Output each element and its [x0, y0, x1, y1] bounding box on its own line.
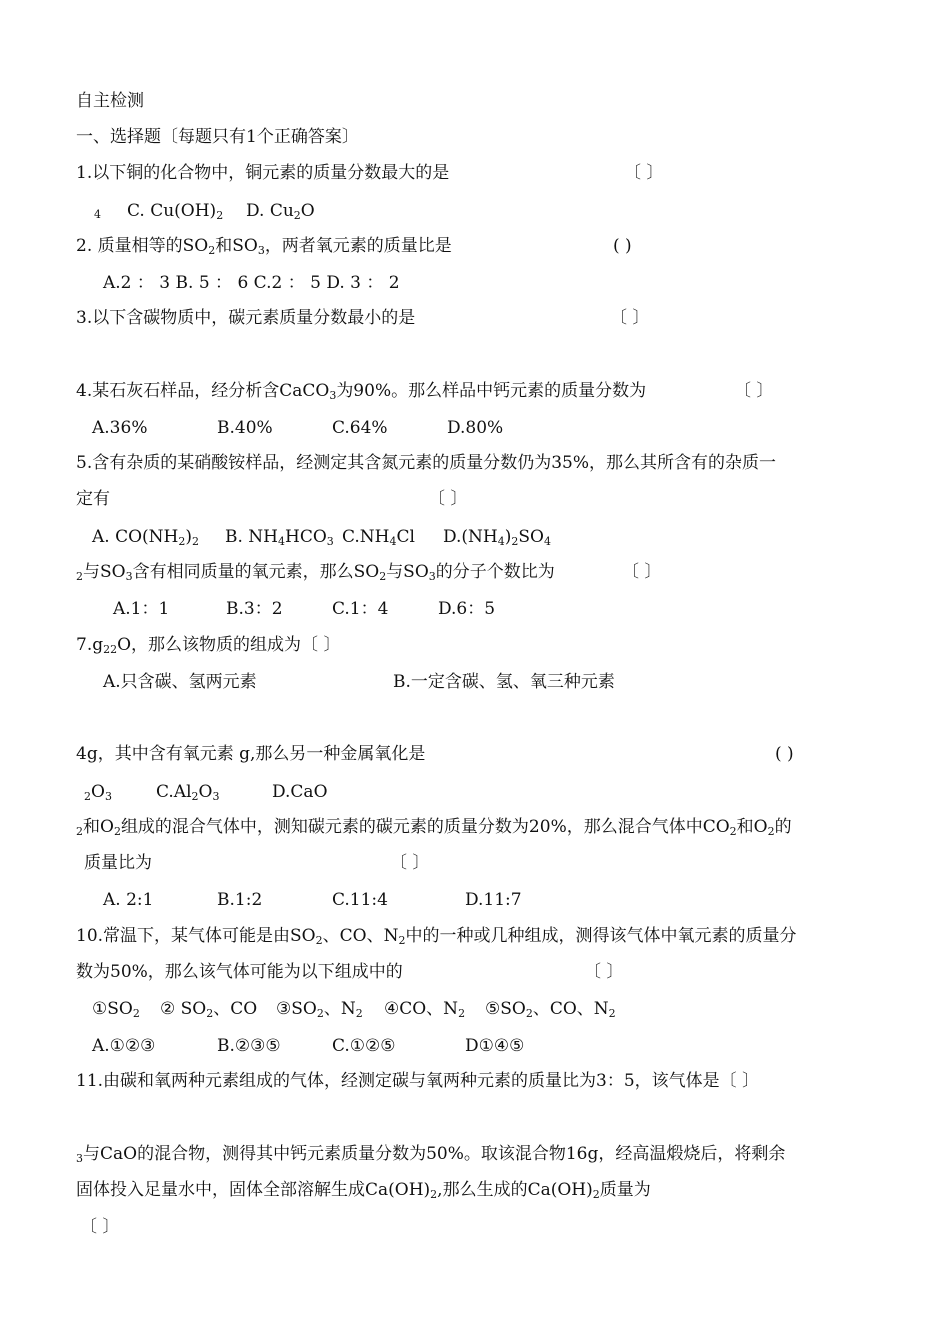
option-a: A. $CO(NH_2)_2$ — [92, 527, 200, 548]
option-c: C.11:4 — [332, 890, 388, 910]
answer-bracket: 〔 〕 — [734, 381, 774, 401]
question-5-line1: 5.含有杂质的某硝酸铵样品，经测定其含氮元素的质量分数仍为35%，那么其所含有的杂质一 — [76, 453, 777, 473]
option-d: D.CaO — [272, 782, 328, 802]
question-2-stem: 2. 质量相等的$SO_2$和$SO_3$，两者氧元素的质量比是 — [76, 236, 452, 257]
option-d: D.11:7 — [465, 890, 522, 910]
option-a: A.①②③ — [92, 1036, 156, 1056]
option-c: C. $Cu(OH)_2$ — [127, 201, 224, 222]
answer-bracket: 〔 〕 — [622, 562, 662, 582]
option-b: B.②③⑤ — [217, 1036, 281, 1056]
question-9-stem-end: 质量比为 — [84, 853, 152, 873]
option-d: $D.(NH_4)_2SO_4$ — [443, 527, 551, 548]
question-6-stem: $_2$与$SO_3$含有相同质量的氧元素，那么$SO_2$与$SO_3$的分子个数比为 — [76, 562, 555, 583]
option-b: B. $NH_4HCO_3$ — [225, 527, 334, 548]
answer-bracket: 〔 〕 — [428, 489, 468, 509]
answer-bracket: 〔 〕 — [80, 1217, 120, 1237]
question-2-options: A.2 ： 3 B. 5 ： 6 C.2 ： 5 D. 3 ： 2 — [103, 273, 400, 293]
combo-3: $③SO_2$、$N_2$ — [276, 999, 363, 1020]
fragment: 4 — [94, 208, 101, 221]
question-7-stem: $7.g_{22}O$，那么该物质的组成为〔 〕 — [76, 635, 341, 656]
answer-bracket: 〔 〕 — [624, 163, 664, 183]
option-a: A.只含碳、氢两元素 — [103, 672, 257, 692]
combo-4: ④CO、$N_2$ — [384, 999, 466, 1020]
option-c: C.64% — [332, 418, 388, 438]
option-a: A.1：1 — [113, 599, 170, 619]
option-b: B.40% — [217, 418, 273, 438]
option-b: B.1:2 — [217, 890, 263, 910]
answer-bracket: 〔 〕 — [390, 853, 430, 873]
option-d: D. $Cu_2O$ — [246, 201, 315, 222]
answer-bracket: 〔 〕 — [610, 308, 650, 328]
option-d: D.6：5 — [438, 599, 496, 619]
question-1-stem: 1.以下铜的化合物中，铜元素的质量分数最大的是 — [76, 163, 450, 183]
answer-bracket: ( ) — [613, 236, 632, 256]
option-c: C.1：4 — [332, 599, 389, 619]
question-3-stem: 3.以下含碳物质中，碳元素质量分数最小的是 — [76, 308, 416, 328]
option-a: A. 2:1 — [103, 890, 154, 910]
question-12-stem-end: 固体投入足量水中，固体全部溶解生成$Ca(OH)_2$,那么生成的$Ca(OH)_2$质量为 — [76, 1180, 651, 1201]
option-c: $C.NH_4Cl$ — [342, 527, 415, 548]
question-4-stem: 4.某石灰石样品，经分析含CaCO$_3$为90%。那么样品中钙元素的质量分数为 — [76, 381, 647, 402]
question-5-stem-end: 定有 — [76, 489, 110, 509]
combo-1: $①SO_2$ — [92, 999, 140, 1020]
page-heading: 自主检测 — [76, 91, 144, 111]
option-d: D①④⑤ — [465, 1036, 525, 1056]
question-10-stem: 10.常温下，某气体可能是由$SO_2$、CO、$N_2$中的一种或几种组成，测得该气体中氧元素的质量分 — [76, 926, 797, 947]
section-title: 一、选择题〔每题只有1个正确答案〕 — [76, 127, 359, 147]
question-10-stem-end: 数为50%，那么该气体可能为以下组成中的 — [76, 962, 403, 982]
option-a: A.36% — [92, 418, 148, 438]
option-b: B.3：2 — [226, 599, 283, 619]
question-11: 11.由碳和氧两种元素组成的气体，经测定碳与氧两种元素的质量比为3：5，该气体是〔 〕 — [76, 1071, 760, 1091]
combo-5: $⑤SO_2$、CO、$N_2$ — [485, 999, 616, 1020]
option-c: C.①②⑤ — [332, 1036, 396, 1056]
option-c: $C.Al_2O_3$ — [156, 782, 220, 803]
combo-2: ② $SO_2$、CO — [160, 999, 258, 1020]
answer-bracket: ( ) — [775, 744, 794, 764]
question-9-stem: $_2$和$O_2$组成的混合气体中，测知碳元素的碳元素的质量分数为20%，那么混合气体中$CO_2$和$O_2$的 — [76, 817, 792, 838]
answer-bracket: 〔 〕 — [584, 962, 624, 982]
option-d: D.80% — [447, 418, 504, 438]
option-fragment: $_2O_3$ — [84, 782, 112, 803]
option-b: B.一定含碳、氢、氧三种元素 — [393, 672, 615, 692]
question-8-stem: 4g，其中含有氧元素 g,那么另一种金属氧化是 — [76, 744, 426, 764]
question-12-stem: $_3$与CaO的混合物，测得其中钙元素质量分数为50%。取该混合物16g，经高温煅烧后，将剩余 — [76, 1144, 786, 1165]
